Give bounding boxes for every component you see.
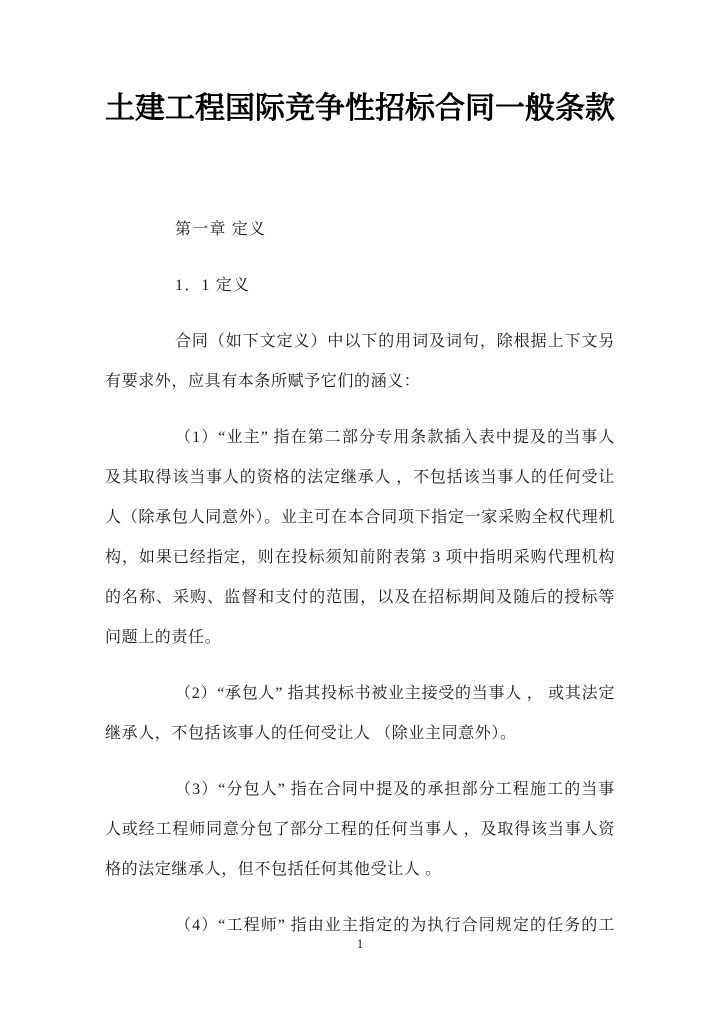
- chapter-heading: 第一章 定义: [175, 221, 267, 238]
- text-line: 构，如果已经指定，则在投标须知前附表第 3 项中指明采购代理机构: [105, 549, 615, 566]
- paragraphs: [105, 322, 615, 946]
- section-heading: 1．1 定义: [175, 277, 251, 294]
- text-line: 问题上的责任。: [105, 629, 222, 646]
- definition-3-subcontractor: [105, 770, 615, 890]
- text-line: （4）“工程师” 指由业主指定的为执行合同规定的任务的工: [175, 917, 615, 934]
- text-line: 人或经工程师同意分包了部分工程的任何当事人 ，及取得该当事人资: [105, 821, 615, 838]
- intro-paragraph: [105, 322, 615, 402]
- document-body: [105, 210, 615, 946]
- text-line: 格的法定继承人，但不包括任何其他受让人 。: [105, 861, 442, 878]
- text-line: 及其取得该当事人的资格的法定继承人 ，不包括该当事人的任何受让: [105, 469, 615, 486]
- definition-2-contractor: [105, 674, 615, 754]
- text-line: （3）“分包人” 指在合同中提及的承担部分工程施工的当事: [175, 781, 615, 798]
- text-line: （1）“业主” 指在第二部分专用条款插入表中提及的当事人: [175, 429, 615, 446]
- definition-1-employer: [105, 418, 615, 658]
- text-line: 有要求外，应具有本条所赋予它们的涵义：: [105, 373, 421, 390]
- text-line: 人（除承包人同意外）。业主可在本合同项下指定一家采购全权代理机: [105, 509, 615, 526]
- text-line: 的名称、采购、监督和支付的范围，以及在招标期间及随后的授标等: [105, 589, 615, 606]
- text-line: 合同（如下文定义）中以下的用词及词句，除根据上下文另: [175, 333, 615, 350]
- document-title: 土建工程国际竞争性招标合同一般条款: [105, 91, 615, 126]
- text-line: 继承人，不包括该事人的任何受让人 （除业主同意外）。: [105, 725, 517, 742]
- text-line: （2）“承包人” 指其投标书被业主接受的当事人 ， 或其法定: [175, 685, 615, 702]
- page-number: 1: [356, 936, 364, 951]
